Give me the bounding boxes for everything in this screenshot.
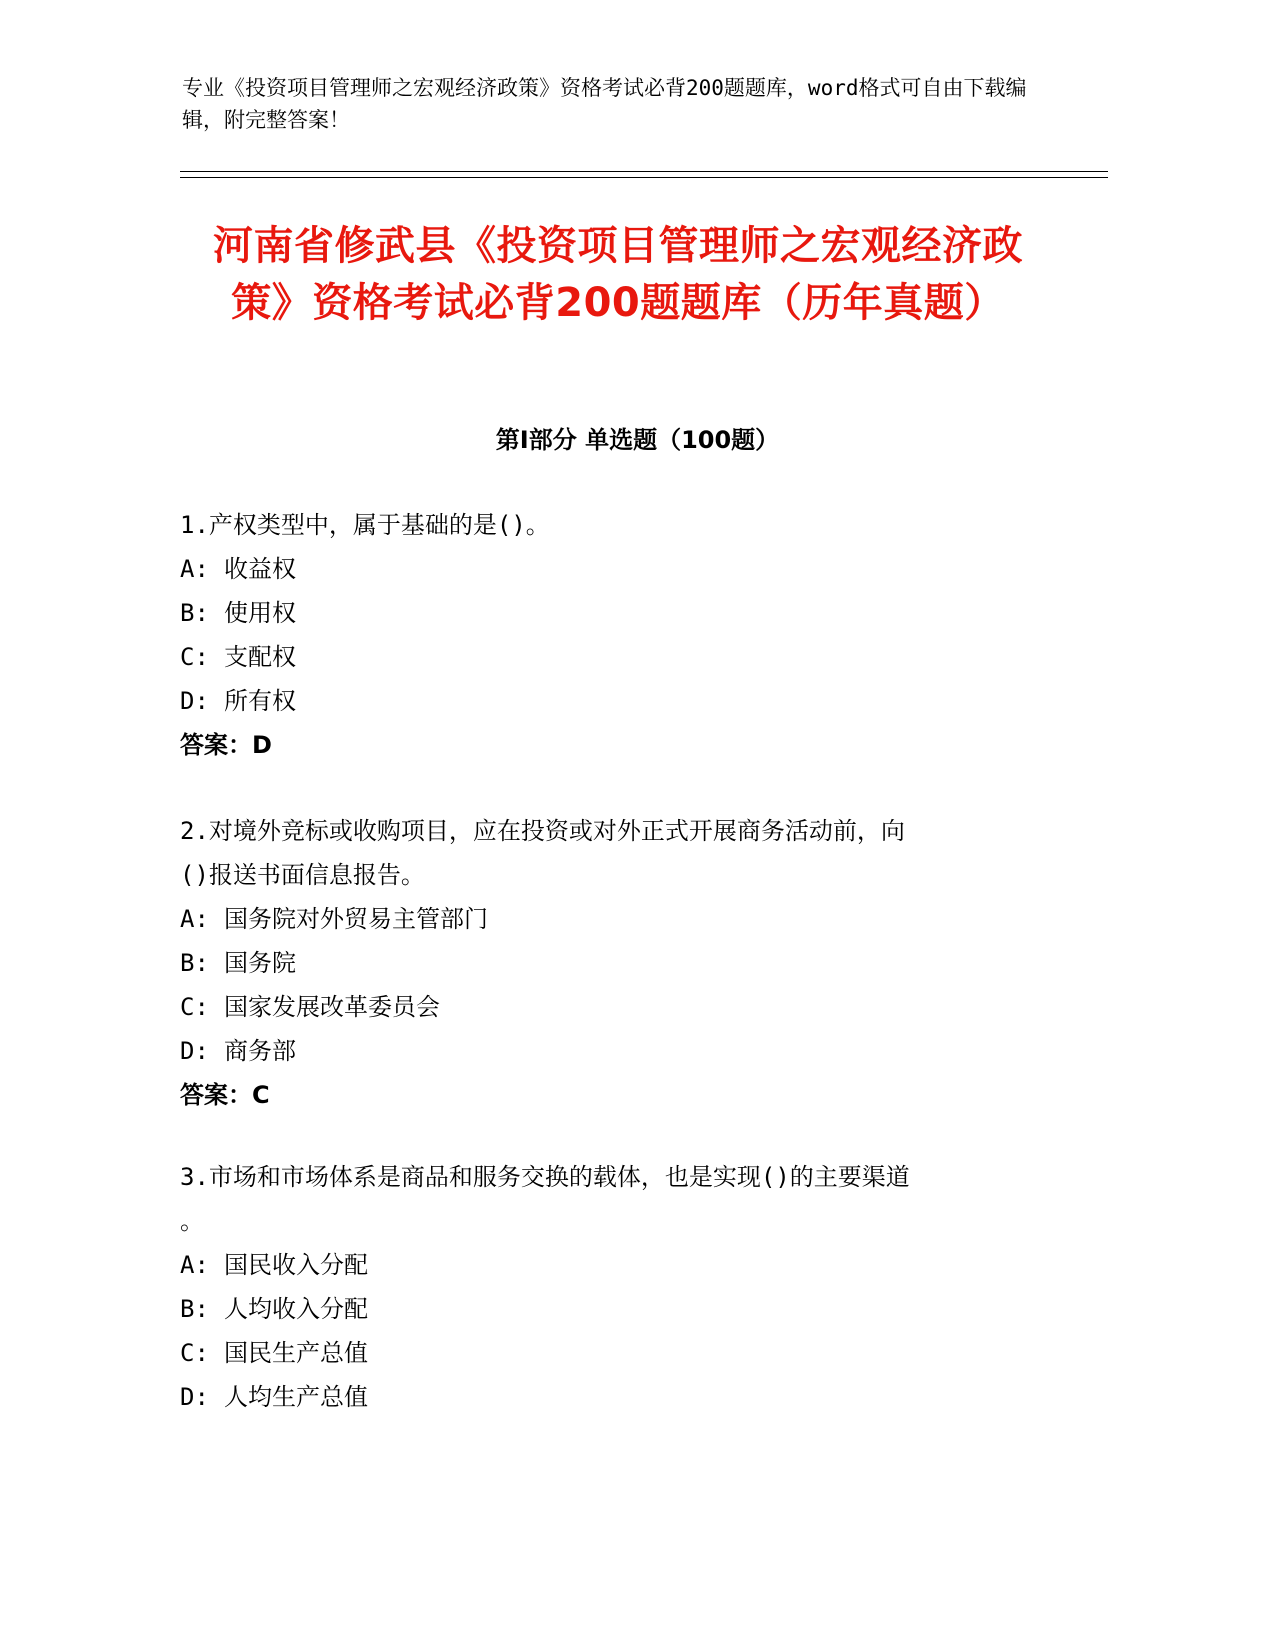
option-text: 国务院 [224,949,296,977]
option-key: C: [180,643,209,671]
option-text: 使用权 [224,599,296,627]
option-key: C: [180,1339,209,1367]
question-3 [180,1155,1040,1419]
option-a [180,1243,1040,1287]
option-text: 所有权 [224,687,296,715]
option-d [180,1375,1040,1419]
answer: 答案：D [180,731,272,759]
option-text: 国民收入分配 [224,1251,368,1279]
option-b [180,941,1040,985]
option-text: 人均生产总值 [224,1383,368,1411]
question-stem-line-1: 3.市场和市场体系是商品和服务交换的载体，也是实现()的主要渠道 [180,1163,910,1191]
answer: 答案：C [180,1081,270,1109]
option-d [180,679,1040,723]
question-1 [180,503,1040,767]
document-title: 河南省修武县《投资项目管理师之宏观经济政策》资格考试必背200题题库（历年真题） [213,223,1023,326]
option-a [180,547,1040,591]
option-text: 收益权 [224,555,296,583]
option-c [180,985,1040,1029]
option-text: 人均收入分配 [224,1295,368,1323]
option-a [180,897,1040,941]
question-stem-line-2: 。 [180,1207,204,1235]
option-key: A: [180,905,209,933]
question-2 [180,809,1040,1117]
option-key: B: [180,599,209,627]
option-b [180,1287,1040,1331]
option-c [180,1331,1040,1375]
section-heading: 第Ⅰ部分 单选题（100题） [495,426,780,454]
option-key: A: [180,1251,209,1279]
option-key: C: [180,993,209,1021]
option-text: 国务院对外贸易主管部门 [224,905,488,933]
option-text: 国家发展改革委员会 [224,993,440,1021]
option-text: 商务部 [224,1037,296,1065]
question-stem-line-2: ()报送书面信息报告。 [180,861,425,889]
header-note: 专业《投资项目管理师之宏观经济政策》资格考试必背200题题库，word格式可自由下载编辑，附完整答案！ [182,76,1027,132]
question-stem: 1.产权类型中，属于基础的是()。 [180,511,550,539]
option-key: D: [180,1037,209,1065]
option-b [180,591,1040,635]
question-stem-line-1: 2.对境外竞标或收购项目，应在投资或对外正式开展商务活动前，向 [180,817,905,845]
header-rule-bottom [180,177,1108,178]
option-key: A: [180,555,209,583]
option-key: B: [180,949,209,977]
option-text: 支配权 [224,643,296,671]
option-key: B: [180,1295,209,1323]
header-rule-top [180,171,1108,172]
option-c [180,635,1040,679]
option-key: D: [180,1383,209,1411]
option-text: 国民生产总值 [224,1339,368,1367]
option-d [180,1029,1040,1073]
option-key: D: [180,687,209,715]
